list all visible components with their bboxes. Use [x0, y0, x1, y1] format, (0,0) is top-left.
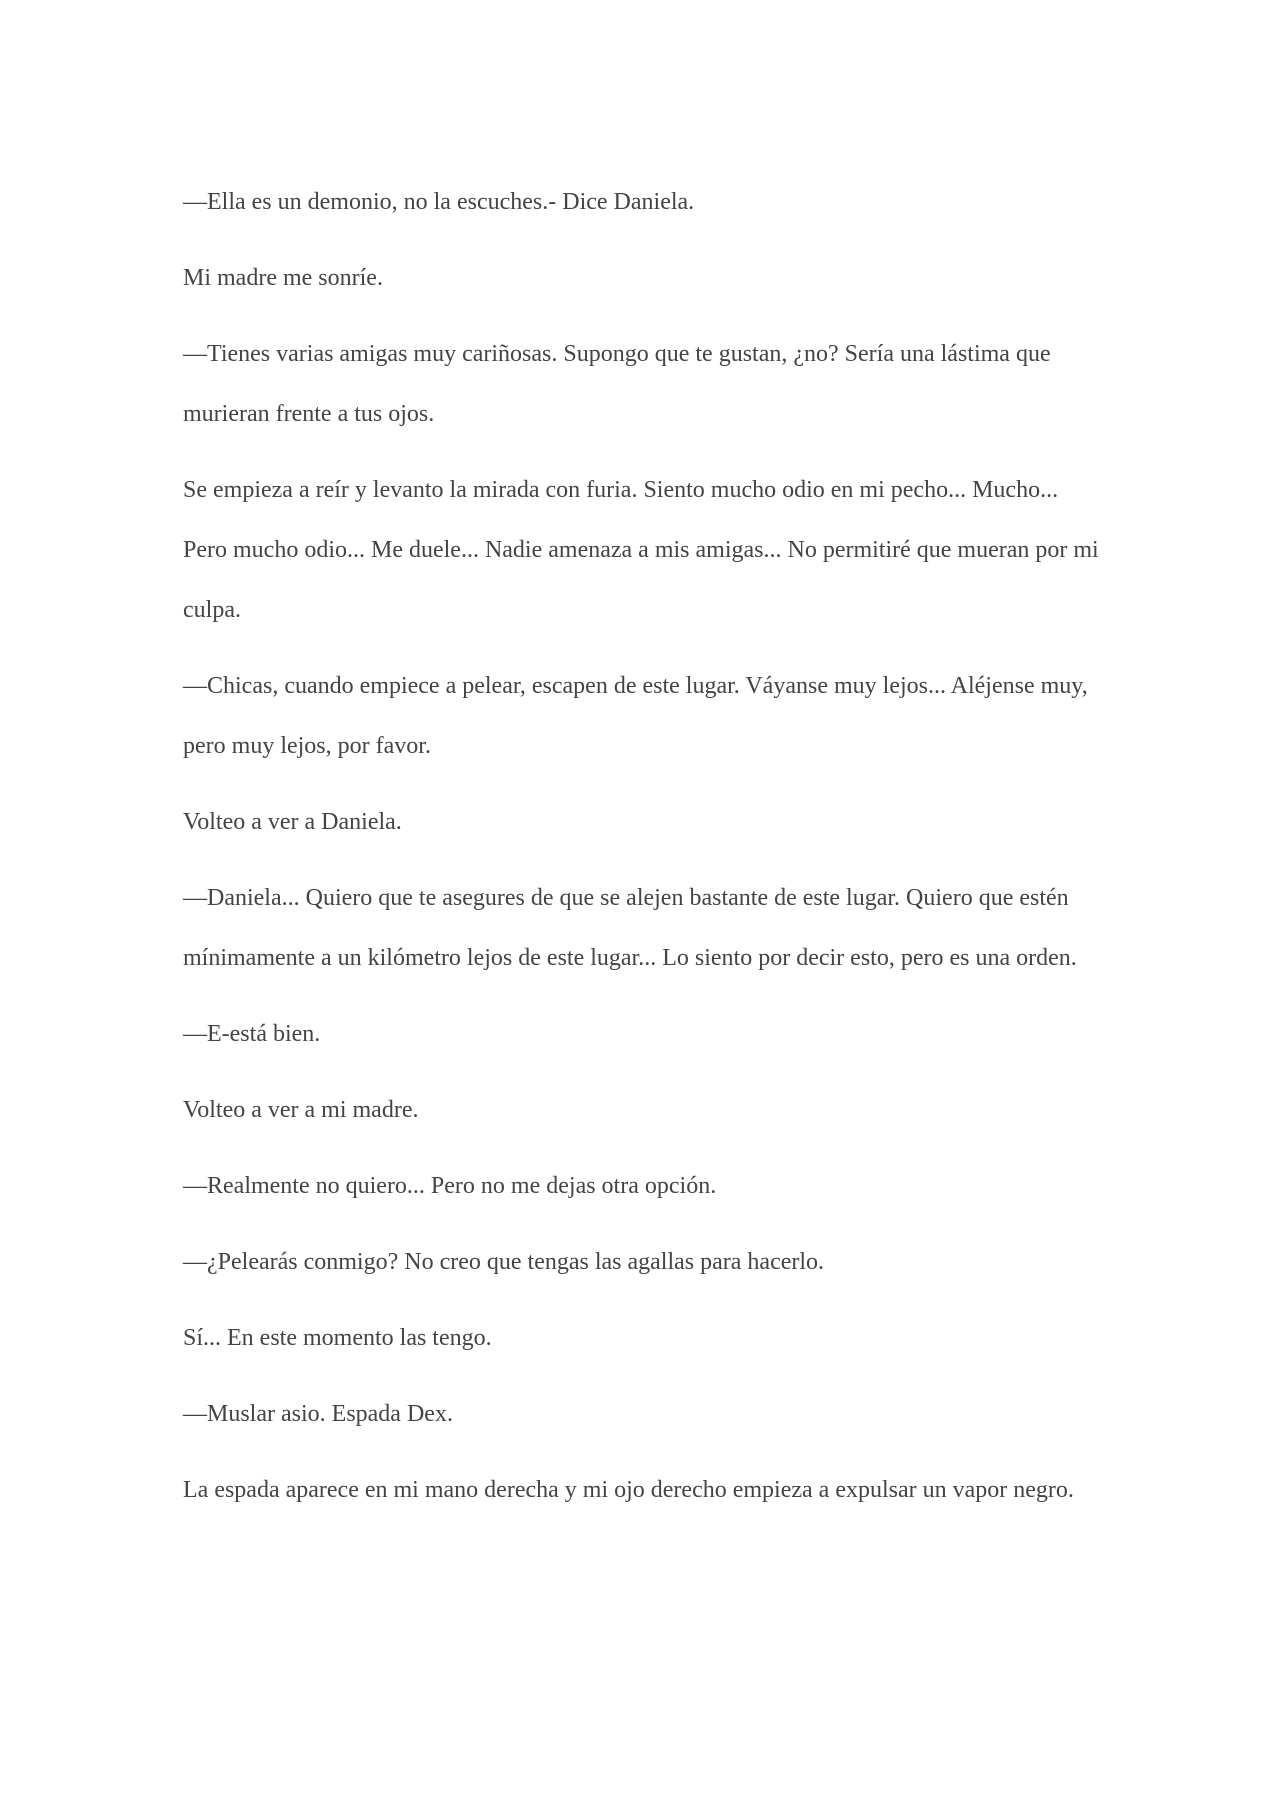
- paragraph-11: —¿Pelearás conmigo? No creo que tengas las agallas para hacerlo.: [183, 1249, 825, 1275]
- paragraph-6: Volteo a ver a Daniela.: [183, 809, 402, 835]
- paragraph-9: Volteo a ver a mi madre.: [183, 1097, 419, 1123]
- paragraph-14: La espada aparece en mi mano derecha y mi ojo derecho empieza a expulsar un vapor negro.: [183, 1477, 1074, 1503]
- document-body: [183, 172, 1103, 1536]
- paragraph-4: Se empieza a reír y levanto la mirada con furia. Siento mucho odio en mi pecho... Mucho... Pero mucho odio... Me duele... Nadie amenaza a mis amigas... No permitiré que mueran por mi culpa.: [183, 477, 1099, 623]
- paragraph-2: Mi madre me sonríe.: [183, 265, 383, 291]
- paragraph-12: Sí... En este momento las tengo.: [183, 1325, 492, 1351]
- paragraph-1: —Ella es un demonio, no la escuches.- Dice Daniela.: [183, 189, 695, 215]
- paragraph-10: —Realmente no quiero... Pero no me dejas otra opción.: [183, 1173, 717, 1199]
- paragraph-3: —Tienes varias amigas muy cariñosas. Supongo que te gustan, ¿no? Sería una lástima que murieran frente a tus ojos.: [183, 341, 1051, 427]
- paragraph-5: —Chicas, cuando empiece a pelear, escapen de este lugar. Váyanse muy lejos... Aléjense muy, pero muy lejos, por favor.: [183, 673, 1088, 759]
- paragraph-8: —E-está bien.: [183, 1021, 321, 1047]
- paragraph-7: —Daniela... Quiero que te asegures de que se alejen bastante de este lugar. Quiero que estén mínimamente a un kilómetro lejos de este lugar... Lo siento por decir esto, pero es una orden.: [183, 885, 1077, 971]
- paragraph-13: —Muslar asio. Espada Dex.: [183, 1401, 453, 1427]
